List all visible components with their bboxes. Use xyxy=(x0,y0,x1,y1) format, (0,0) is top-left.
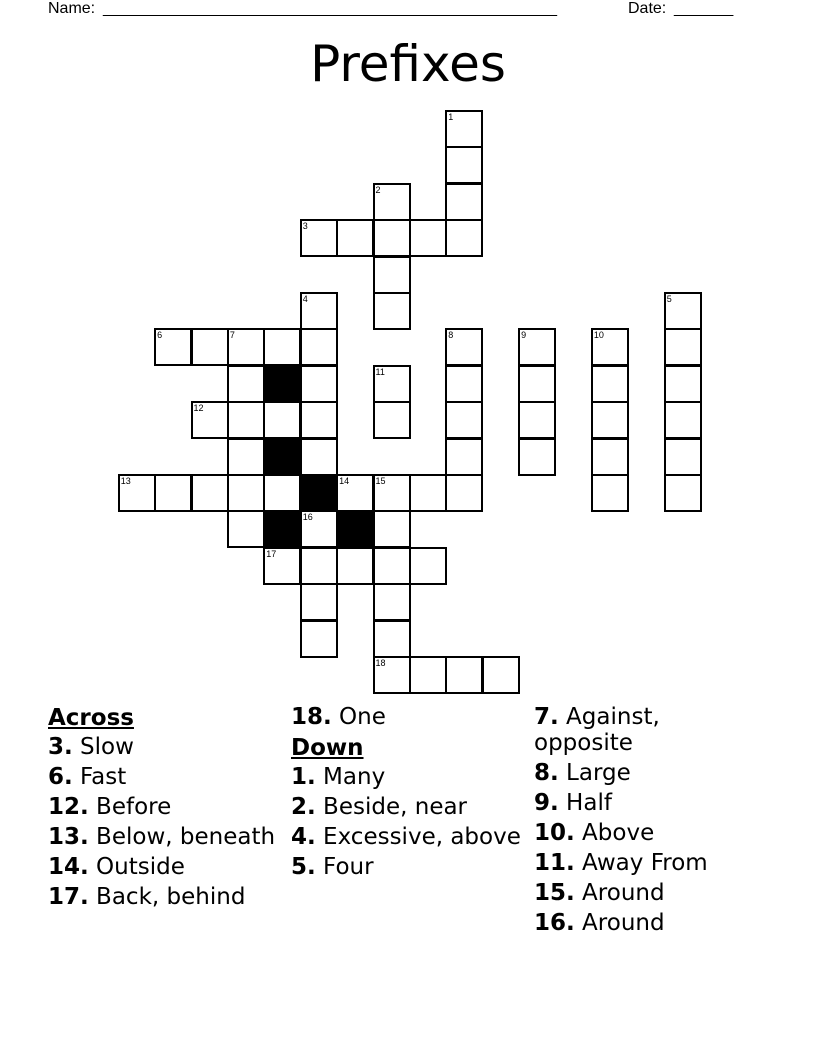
clue-number: 15. xyxy=(534,880,575,906)
grid-cell[interactable] xyxy=(336,219,374,257)
clue-number: 13 xyxy=(120,476,131,486)
clue-number: 5. xyxy=(291,854,316,880)
clue-text: One xyxy=(331,704,386,730)
clue-number: 8 xyxy=(448,330,454,341)
grid-cell[interactable] xyxy=(445,183,483,221)
grid-cell[interactable] xyxy=(227,438,265,476)
clue-number: 2. xyxy=(291,794,316,820)
black-cell xyxy=(336,510,374,548)
grid-cell[interactable] xyxy=(664,292,702,330)
clue-item xyxy=(291,854,531,880)
grid-cell[interactable] xyxy=(263,547,301,585)
black-cell xyxy=(263,510,301,548)
grid-cell[interactable] xyxy=(518,328,556,366)
clue-text: Below, beneath xyxy=(88,824,276,850)
grid-cell[interactable] xyxy=(263,328,301,366)
clue-text: Excessive, above xyxy=(315,824,521,850)
clue-number: 7. xyxy=(534,704,559,730)
grid-cell[interactable] xyxy=(373,183,411,221)
grid-cell[interactable] xyxy=(591,365,629,403)
grid-cell[interactable] xyxy=(373,219,411,257)
clue-item xyxy=(291,794,531,820)
grid-cell[interactable] xyxy=(445,146,483,184)
clue-number: 16 xyxy=(302,512,313,523)
grid-cell[interactable] xyxy=(373,256,411,294)
clue-number: 14 xyxy=(339,476,350,486)
grid-cell[interactable] xyxy=(445,401,483,439)
grid-cell[interactable] xyxy=(118,474,156,512)
clue-number: 5 xyxy=(666,294,672,304)
clue-text: Back, behind xyxy=(88,884,246,910)
clue-text: Half xyxy=(558,790,612,816)
grid-cell[interactable] xyxy=(591,328,629,366)
grid-cell[interactable] xyxy=(445,474,483,512)
clue-number: 13. xyxy=(48,824,89,850)
clue-text: Large xyxy=(558,760,631,786)
clue-number: 7 xyxy=(229,330,235,341)
grid-cell[interactable] xyxy=(409,547,447,585)
clue-number: 1 xyxy=(448,112,454,122)
clue-number: 3. xyxy=(48,734,73,760)
grid-cell[interactable] xyxy=(336,474,374,512)
clue-number: 9. xyxy=(534,790,559,816)
name-label: Name: xyxy=(48,0,96,17)
black-cell xyxy=(263,438,301,476)
clue-item xyxy=(534,880,764,906)
clue-item xyxy=(534,760,764,786)
clue-column-2 xyxy=(291,704,531,884)
clue-text: Against, opposite xyxy=(534,704,660,756)
clue-text: Around xyxy=(574,910,665,936)
grid-cell[interactable] xyxy=(409,219,447,257)
clue-item xyxy=(291,704,531,730)
clue-number: 1. xyxy=(291,764,316,790)
grid-cell[interactable] xyxy=(664,401,702,439)
clue-number: 12 xyxy=(193,403,204,414)
date-label: Date: xyxy=(628,0,667,17)
puzzle-title: Prefixes xyxy=(310,35,506,93)
grid-cell[interactable] xyxy=(591,438,629,476)
clue-number: 11. xyxy=(534,850,575,876)
grid-cell[interactable] xyxy=(482,656,520,694)
grid-cell[interactable] xyxy=(336,547,374,585)
grid-cell[interactable] xyxy=(373,474,411,512)
grid-cell[interactable] xyxy=(373,365,411,403)
grid-cell[interactable] xyxy=(445,219,483,257)
clue-item xyxy=(291,824,531,850)
clue-item xyxy=(534,850,764,876)
black-cell xyxy=(300,474,338,512)
grid-cell[interactable] xyxy=(445,328,483,366)
grid-cell[interactable] xyxy=(445,438,483,476)
date-field-line: _______ xyxy=(674,0,733,17)
grid-cell[interactable] xyxy=(373,401,411,439)
grid-cell[interactable] xyxy=(300,328,338,366)
grid-cell[interactable] xyxy=(227,365,265,403)
name-field-line: ______________________________________________________ xyxy=(103,0,557,17)
clue-number: 11 xyxy=(375,366,385,377)
clue-number: 16. xyxy=(534,910,575,936)
grid-cell[interactable] xyxy=(664,328,702,366)
grid-cell[interactable] xyxy=(518,365,556,403)
clue-item xyxy=(48,764,288,790)
grid-cell[interactable] xyxy=(300,510,338,548)
clue-column-3 xyxy=(534,704,764,940)
clue-text: Beside, near xyxy=(315,794,468,820)
grid-cell[interactable] xyxy=(300,365,338,403)
clue-item xyxy=(48,824,288,850)
clue-item xyxy=(534,910,764,936)
grid-cell[interactable] xyxy=(191,401,229,439)
grid-cell[interactable] xyxy=(300,219,338,257)
grid-cell[interactable] xyxy=(154,328,192,366)
clue-text: Four xyxy=(315,854,374,880)
grid-cell[interactable] xyxy=(409,656,447,694)
grid-cell[interactable] xyxy=(373,292,411,330)
grid-cell[interactable] xyxy=(373,510,411,548)
grid-cell[interactable] xyxy=(227,510,265,548)
clue-text: Slow xyxy=(72,734,134,760)
clue-number: 6. xyxy=(48,764,73,790)
black-cell xyxy=(263,365,301,403)
clue-number: 4 xyxy=(302,294,308,304)
grid-cell[interactable] xyxy=(263,474,301,512)
clue-item xyxy=(48,854,288,880)
grid-cell[interactable] xyxy=(300,547,338,585)
clue-item xyxy=(534,704,764,756)
grid-cell[interactable] xyxy=(445,365,483,403)
clue-number: 17. xyxy=(48,884,89,910)
clue-number: 2 xyxy=(375,184,381,195)
clue-number: 4. xyxy=(291,824,316,850)
clue-item xyxy=(534,790,764,816)
clue-number: 18. xyxy=(291,704,332,730)
grid-cell[interactable] xyxy=(300,401,338,439)
grid-cell[interactable] xyxy=(591,401,629,439)
grid-cell[interactable] xyxy=(373,656,411,694)
grid-cell[interactable] xyxy=(373,583,411,621)
grid-cell[interactable] xyxy=(518,401,556,439)
down-heading: Down xyxy=(291,735,364,761)
clue-item xyxy=(48,734,288,760)
grid-cell[interactable] xyxy=(300,583,338,621)
clue-number: 17 xyxy=(266,548,277,559)
clue-text: Before xyxy=(88,794,172,820)
clue-number: 6 xyxy=(157,330,163,341)
grid-cell[interactable] xyxy=(409,474,447,512)
grid-cell[interactable] xyxy=(300,438,338,476)
grid-cell[interactable] xyxy=(664,365,702,403)
grid-cell[interactable] xyxy=(191,474,229,512)
clue-number: 15 xyxy=(375,476,386,486)
clue-number: 14. xyxy=(48,854,89,880)
grid-cell[interactable] xyxy=(518,438,556,476)
clue-number: 10 xyxy=(593,330,604,341)
clue-item xyxy=(534,820,764,846)
clue-number: 8. xyxy=(534,760,559,786)
clue-text: Fast xyxy=(72,764,127,790)
grid-cell[interactable] xyxy=(445,110,483,148)
grid-cell[interactable] xyxy=(227,401,265,439)
grid-cell[interactable] xyxy=(227,474,265,512)
grid-cell[interactable] xyxy=(445,656,483,694)
across-heading: Across xyxy=(48,705,134,731)
clue-item xyxy=(48,884,288,910)
grid-cell[interactable] xyxy=(373,620,411,658)
clue-number: 18 xyxy=(375,658,386,668)
clue-number: 3 xyxy=(302,221,308,232)
clues-section xyxy=(0,704,816,1044)
clue-number: 9 xyxy=(521,330,527,341)
clue-text: Away From xyxy=(574,850,708,876)
grid-cell[interactable] xyxy=(373,547,411,585)
grid-cell[interactable] xyxy=(263,401,301,439)
clue-column-1 xyxy=(48,704,288,914)
clue-text: Above xyxy=(574,820,655,846)
grid-cell[interactable] xyxy=(227,328,265,366)
clue-item xyxy=(48,794,288,820)
clue-item xyxy=(291,764,531,790)
clue-text: Many xyxy=(315,764,386,790)
grid-cell[interactable] xyxy=(300,292,338,330)
grid-cell[interactable] xyxy=(300,620,338,658)
grid-cell[interactable] xyxy=(664,474,702,512)
grid-cell[interactable] xyxy=(591,474,629,512)
clue-number: 10. xyxy=(534,820,575,846)
grid-cell[interactable] xyxy=(154,474,192,512)
clue-text: Outside xyxy=(88,854,185,880)
grid-cell[interactable] xyxy=(191,328,229,366)
clue-number: 12. xyxy=(48,794,89,820)
grid-cell[interactable] xyxy=(664,438,702,476)
clue-text: Around xyxy=(574,880,665,906)
